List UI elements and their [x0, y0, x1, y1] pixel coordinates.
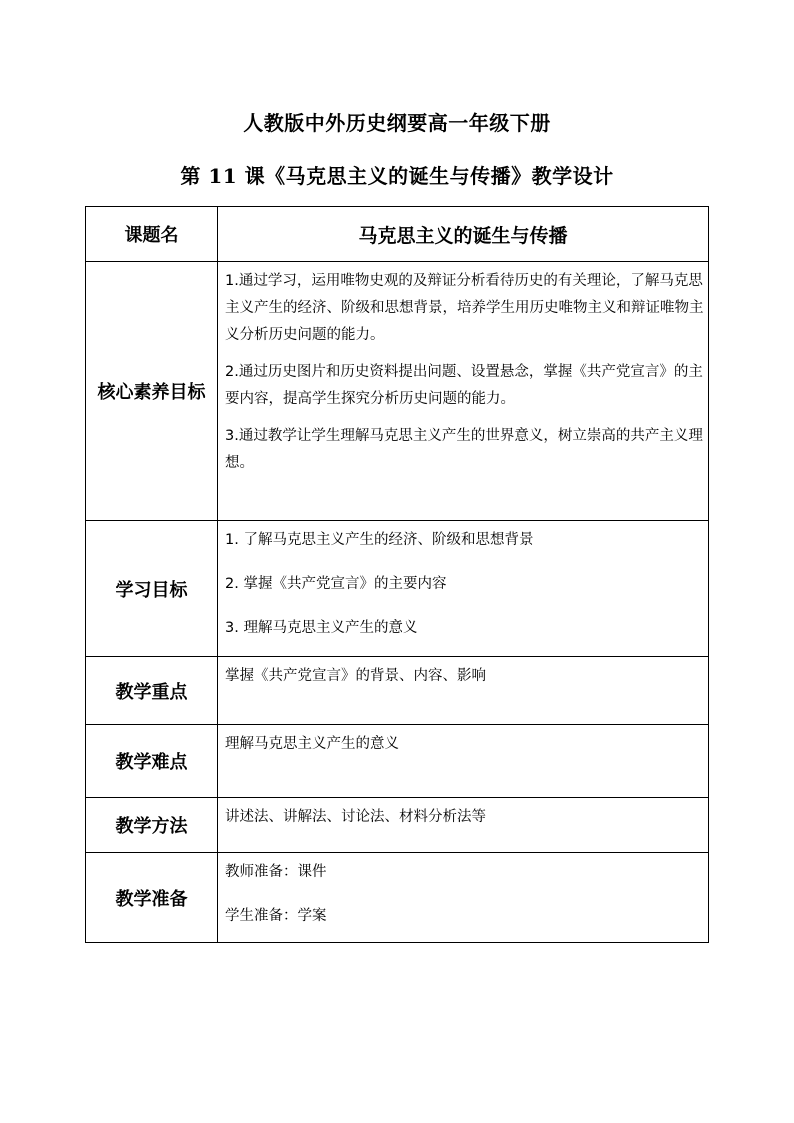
difficulty-label: 教学难点 — [86, 725, 218, 798]
table-row-difficulty — [86, 725, 709, 798]
table-row-key-point — [86, 657, 709, 725]
topic-label: 课题名 — [86, 207, 218, 262]
table-row-method — [86, 798, 709, 853]
difficulty-content: 理解马克思主义产生的意义 — [218, 725, 709, 798]
table-row-preparation — [86, 853, 709, 943]
lesson-plan-table — [85, 206, 709, 943]
learning-goals-content — [218, 521, 709, 657]
lesson-subtitle: 第 11 课《马克思主义的诞生与传播》教学设计 — [180, 164, 614, 188]
preparation-label: 教学准备 — [86, 853, 218, 943]
table-row-topic — [86, 207, 709, 262]
table-row-learning-goals — [86, 521, 709, 657]
learning-goal-1: 1. 了解马克思主义产生的经济、阶级和思想背景 — [225, 532, 534, 548]
method-label: 教学方法 — [86, 798, 218, 853]
learning-goals-label: 学习目标 — [86, 521, 218, 657]
learning-goal-3: 3. 理解马克思主义产生的意义 — [225, 620, 418, 636]
student-preparation: 学生准备：学案 — [225, 908, 327, 924]
core-goals-content — [218, 262, 709, 521]
topic-value: 马克思主义的诞生与传播 — [218, 207, 709, 262]
key-point-label: 教学重点 — [86, 657, 218, 725]
learning-goal-2: 2. 掌握《共产党宣言》的主要内容 — [225, 576, 447, 592]
method-content: 讲述法、讲解法、讨论法、材料分析法等 — [218, 798, 709, 853]
core-goals-label: 核心素养目标 — [86, 262, 218, 521]
teacher-preparation: 教师准备：课件 — [225, 864, 327, 880]
core-goal-2: 2.通过历史图片和历史资料提出问题、设置悬念，掌握《共产党宣言》的主要内容，提高学生探究分析历史问题的能力。 — [225, 364, 703, 407]
key-point-content: 掌握《共产党宣言》的背景、内容、影响 — [218, 657, 709, 725]
core-goal-1: 1.通过学习，运用唯物史观的及辩证分析看待历史的有关理论，了解马克思主义产生的经济、阶级和思想背景，培养学生用历史唯物主义和辩证唯物主义分析历史问题的能力。 — [225, 273, 704, 343]
table-row-core-goals — [86, 262, 709, 521]
core-goal-3: 3.通过教学让学生理解马克思主义产生的世界意义，树立崇高的共产主义理想。 — [225, 428, 703, 471]
document-title: 人教版中外历史纲要高一年级下册 — [243, 111, 551, 135]
preparation-content — [218, 853, 709, 943]
